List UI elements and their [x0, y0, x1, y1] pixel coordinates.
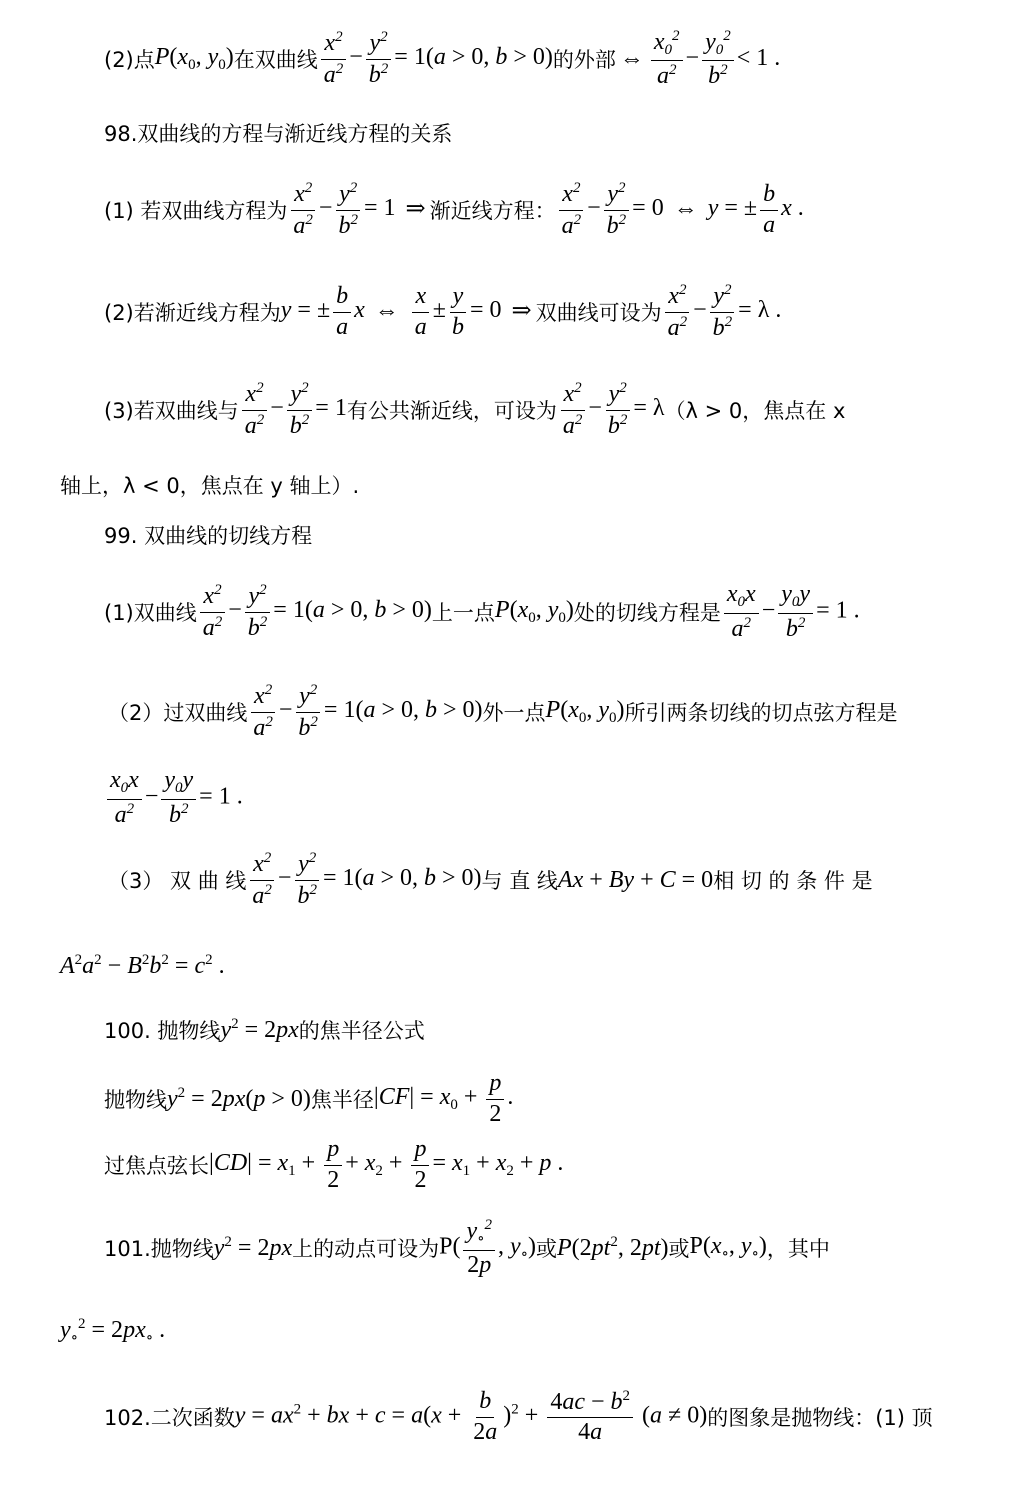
text-label: (3)若双曲线与 — [104, 399, 239, 423]
text-after: 相 切 的 条 件 是 — [713, 869, 873, 893]
formula: $\frac{x_0^2}{a^2}$ − $\frac{y_0^2}{b^2}$ < 1 . — [648, 29, 780, 90]
text-label: （2）过双曲线 — [108, 701, 248, 725]
text-mid: 有公共渐近线，可设为 — [346, 399, 557, 423]
line-tangent-condition: $A^2a^2 - B^2b^2 = c^2$ . — [60, 952, 225, 979]
line-asymptote-2: (2)若渐近线方程为 y = ± $\frac{b}{a}$ x ⇔ $\frac{x}{a}$ ± $\frac{y}{b}$ = 0 ⇒ 双曲线可设为 $\frac{x^2}{a^2}$ − $\frac{y^2}{b^2}$ = λ . — [104, 282, 782, 341]
text-label: （3） 双 曲 线 — [108, 869, 247, 893]
line-asymptote-3-cont: 轴上，λ < 0，焦点在 y 轴上）. — [60, 474, 360, 498]
text-or: 或 — [668, 1237, 690, 1261]
line-moving-point-cont: $y_\circ^2 = 2px_\circ$ . — [60, 1315, 166, 1346]
text-after: 的外部 — [552, 48, 616, 72]
formula: $P(x_0$, $y_0$) — [154, 44, 234, 73]
line-tangent-2: （2）过双曲线 $\frac{x^2}{a^2}$ − $\frac{y^2}{b^2}$ = 1(a > 0, b > 0) 外一点 $P(x_0$, $y_0$) 所引两条切线的切点弦方程是 — [108, 682, 898, 741]
line-quadratic: 102.二次函数 $y = ax^2$ + bx + c = a(x + $\frac{b}{2a}$ )$^2$ + $\frac{4ac - b^2}{4a}$ (a ≠ 0) 的图象是抛物线：(1) 顶 — [104, 1387, 933, 1445]
text-mid: 上的动点可设为 — [292, 1237, 440, 1261]
text-mid: 与 直 线 — [481, 869, 558, 893]
text-mid: 在双曲线 — [233, 48, 318, 72]
text-label: 101.抛物线 — [104, 1237, 214, 1261]
text-label: (1) 若双曲线方程为 — [104, 199, 288, 223]
text-or: 或 — [536, 1237, 557, 1261]
text-label: (1)双曲线 — [104, 601, 197, 625]
text-label: 102.二次函数 — [104, 1406, 235, 1430]
text-mid: 焦半径 — [310, 1088, 374, 1112]
text-label: (2)若渐近线方程为 — [104, 301, 281, 325]
line-chord-equation: $\frac{x_0x}{a^2}$ − $\frac{y_0y}{b^2}$ = 1 . — [104, 768, 1036, 828]
text-after: 所引两条切线的切点弦方程是 — [624, 701, 898, 725]
text-mid: 渐近线方程： — [429, 199, 556, 223]
heading-98: 98.双曲线的方程与渐近线方程的关系 — [104, 122, 453, 146]
text-after: ，其中 — [766, 1237, 830, 1261]
text-label: (2)点 — [104, 48, 155, 72]
text-mid: 上一点 — [431, 601, 495, 625]
line-tangent-3: （3） 双 曲 线 $\frac{x^2}{a^2}$ − $\frac{y^2}{b^2}$ = 1(a > 0, b > 0) 与 直 线 Ax + By + C = 0 相 切 的 条 件 是 — [108, 850, 873, 909]
text-after: （λ > 0，焦点在 x — [664, 399, 846, 423]
line-tangent-1: (1)双曲线 $\frac{x^2}{a^2}$ − $\frac{y^2}{b^2}$ = 1(a > 0, b > 0) 上一点 $P(x_0$, $y_0$) 处的切线方程是 $\frac{x_0x}{a^2}$ − $\frac{y_0y}{b^2}$ = 1 . — [104, 581, 860, 642]
text-mid: 外一点 — [482, 701, 546, 725]
heading-100: 100. 抛物线 $y^2 = 2px$ 的焦半径公式 — [104, 1016, 425, 1043]
line-point-outside: (2)点 $P(x_0$, $y_0$) 在双曲线 $\frac{x^2}{a^2}$ − $\frac{y^2}{b^2}$ = 1(a > 0, b > 0) 的外部 ⇔ $\frac{x_0^2}{a^2}$ − $\frac{y_0^2}{b^2}$ < 1 . — [104, 27, 781, 90]
line-focal-chord: 过焦点弦长 $|CD| = x_1$ + $\frac{p}{2}$ + $x_2$ + $\frac{p}{2}$ = $x_1 + x_2 + p$ . — [104, 1136, 564, 1193]
heading-99: 99. 双曲线的切线方程 — [104, 524, 313, 548]
formula: $\frac{x^2}{a^2}$ − $\frac{y^2}{b^2}$ = 1(a > 0, b > 0) — [318, 30, 553, 87]
text-label: 过焦点弦长 — [104, 1154, 209, 1178]
text-after: 的焦半径公式 — [298, 1019, 425, 1043]
line-focal-radius: 抛物线 $y^2 = 2px(p > 0)$ 焦半径 $|CF| = x_0$ + $\frac{p}{2}$ . — [104, 1070, 514, 1127]
text-after: 处的切线方程是 — [573, 601, 721, 625]
line-asymptote-1: (1) 若双曲线方程为 $\frac{x^2}{a^2}$ − $\frac{y^2}{b^2}$ = 1 ⇒ 渐近线方程： $\frac{x^2}{a^2}$ − $\frac{y^2}{b^2}$ = 0 ⇔ y = ± $\frac{b}{a}$ x . — [104, 180, 804, 239]
text-mid: 双曲线可设为 — [535, 301, 662, 325]
line-moving-point: 101.抛物线 $y^2 = 2px$ 上的动点可设为 P( $\frac{y_\circ^2}{2p}$ , $y_\circ$) 或 $P(2pt^2$, 2pt) 或 $P(x_\circ$, $y_\circ$) ，其中 — [104, 1217, 830, 1278]
text-after: 的图象是抛物线：(1) 顶 — [707, 1406, 933, 1430]
text-label: 100. 抛物线 — [104, 1019, 221, 1043]
line-asymptote-3: (3)若双曲线与 $\frac{x^2}{a^2}$ − $\frac{y^2}{b^2}$ = 1 有公共渐近线，可设为 $\frac{x^2}{a^2}$ − $\frac{y^2}{b^2}$ = λ （λ > 0，焦点在 x — [104, 380, 846, 439]
text-label: 抛物线 — [104, 1088, 167, 1112]
